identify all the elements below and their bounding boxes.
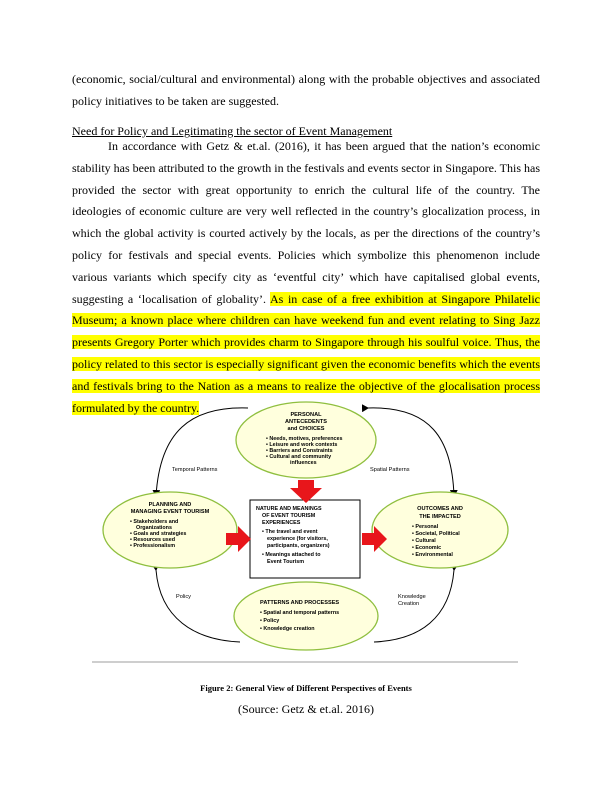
figure-source: (Source: Getz & et.al. 2016): [238, 702, 374, 716]
bottom-item-3: • Knowledge creation: [260, 626, 315, 632]
right-title-1: OUTCOMES AND: [417, 506, 463, 512]
intro-paragraph-text: (economic, social/cultural and environmental) along with the probable objectives and associated policy initiatives to be taken are suggested.: [72, 72, 540, 108]
highlighted-text: As in case of a free exhibition at Singapore Philatelic Museum; a known place where children can have weekend fun and event relating to Sing Jazz presents Gregory Porter which provides charm to Singapore through his soulful voice. Thus, the policy related to this sector is especially significant given the economic benefits which the events and festivals bring to the Nation as a means to realize the objective of the glocalisation process formulated by the country.: [72, 291, 540, 415]
label-knowledge: Knowledge: [398, 594, 426, 600]
right-item-5: • Environmental: [412, 552, 453, 558]
bottom-item-2: • Policy: [260, 618, 280, 624]
top-item-5: influences: [290, 460, 317, 466]
bottom-title: PATTERNS AND PROCESSES: [260, 600, 340, 606]
body-paragraph: [72, 136, 540, 419]
label-temporal-patterns: Temporal Patterns: [172, 467, 218, 473]
left-item-1: • Stakeholders and: [130, 519, 179, 525]
left-item-3: • Goals and strategies: [130, 531, 187, 537]
event-perspectives-diagram: [90, 392, 520, 664]
cycle-arrow-top-right: [368, 408, 454, 496]
patterns-ellipse: [234, 582, 378, 650]
center-line-7: • Meanings attached to: [262, 552, 321, 558]
label-spatial-patterns: Spatial Patterns: [370, 467, 410, 473]
center-line-2: OF EVENT TOURISM: [262, 513, 316, 519]
cycle-arrow-bottom-left: [156, 570, 240, 642]
center-line-4: • The travel and event: [262, 529, 318, 535]
top-item-1: • Needs, motives, preferences: [266, 436, 343, 442]
left-title-2: MANAGING EVENT TOURISM: [130, 509, 210, 515]
left-title-1: PLANNING AND: [148, 502, 192, 508]
top-title-3: and CHOICES: [287, 426, 325, 432]
label-creation: Creation: [398, 601, 420, 607]
section-heading: Need for Policy and Legitimating the sector of Event Management: [72, 124, 393, 138]
right-item-3: • Cultural: [412, 538, 436, 544]
center-line-8: Event Tourism: [267, 559, 305, 565]
figure-caption: Figure 2: General View of Different Perspectives of Events: [200, 683, 412, 693]
left-item-5: • Professionalism: [130, 543, 176, 549]
left-item-4: • Resources used: [130, 537, 176, 543]
left-item-2: Organizations: [136, 525, 172, 531]
right-item-4: • Economic: [412, 545, 442, 551]
right-title-2: THE IMPACTED: [419, 514, 461, 520]
center-line-5: experience (for visitors,: [267, 536, 328, 542]
top-title-2: ANTECEDENTS: [285, 419, 327, 425]
cycle-arrow-top-left: [156, 408, 248, 496]
bottom-item-1: • Spatial and temporal patterns: [260, 610, 340, 616]
center-line-3: EXPERIENCES: [262, 520, 301, 526]
top-item-2: • Leisure and work contexts: [266, 442, 338, 448]
top-item-4: • Cultural and community: [266, 454, 332, 460]
label-policy: Policy: [176, 594, 191, 600]
body-paragraph-text: In accordance with Getz & et.al. (2016), it has been argued that the nation’s economic stability has been attributed to the growth in the festivals and events sector in Singapore. This has provided the sector with great opportunity to enrich the cultural life of the country. The ideologies of economic culture are very well reflected in the country’s glocalization process, in which the global activity is courted actively by the locals, as per the directions of the country’s policy for festivals and special events. Policies which symbolize this phenomenon include various variants which specify city as ‘eventful city’ which have capitalised global events, suggesting a ‘localisation of globality’.: [72, 139, 541, 306]
top-title-1: PERSONAL: [290, 412, 322, 418]
right-item-1: • Personal: [412, 524, 439, 530]
center-line-6: participants, organizers): [267, 543, 330, 549]
right-item-2: • Societal, Political: [412, 531, 460, 537]
top-item-3: • Barriers and Constraints: [266, 448, 333, 454]
center-line-1: NATURE AND MEANINGS: [256, 506, 322, 512]
intro-paragraph: [72, 69, 540, 113]
